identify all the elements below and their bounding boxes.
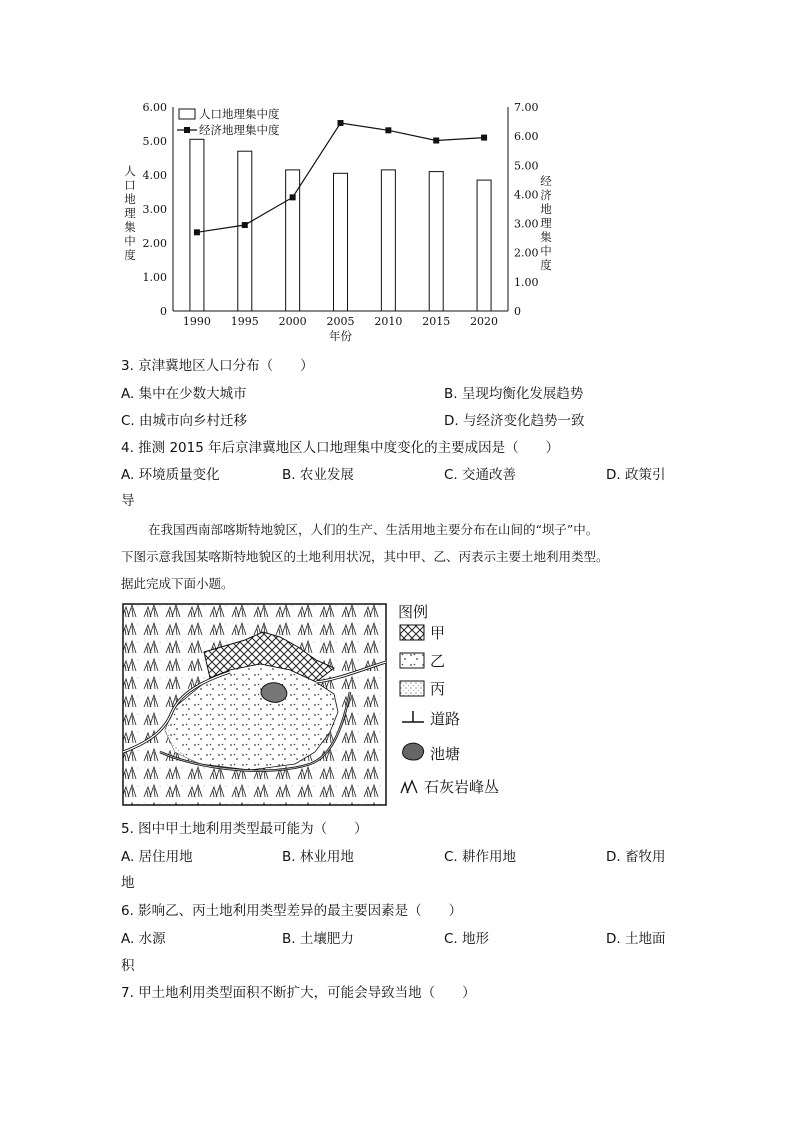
y-left-axis-label-char: 理: [124, 206, 136, 220]
y-left-axis-label-char: 集: [124, 220, 136, 234]
legend-swatch-yi: [400, 653, 424, 668]
q3-stem: 3. 京津冀地区人口分布（ ）: [121, 358, 314, 374]
passage-line-1: 在我国西南部喀斯特地貌区，人们的生产、生活用地主要分布在山间的“坝子”中。: [148, 522, 599, 537]
y-right-axis-label-char: 中: [540, 244, 552, 258]
q5-option-c[interactable]: C. 耕作用地: [444, 849, 517, 865]
q5-option-a[interactable]: A. 居住用地: [121, 849, 193, 865]
x-tick-label: 2005: [326, 315, 355, 328]
pond: [261, 683, 287, 703]
x-axis-label: 年份: [329, 329, 352, 343]
map-legend: [398, 603, 499, 796]
y-left-axis-label-char: 人: [124, 164, 136, 178]
point-economy-1990: [194, 229, 200, 235]
legend-label-pond: 池塘: [430, 745, 461, 763]
q3-option-a[interactable]: A. 集中在少数大城市: [121, 386, 247, 402]
x-tick-label: 2010: [374, 315, 403, 328]
y-right-axis-label-char: 济: [540, 188, 552, 202]
q4-option-d-continued: 导: [121, 493, 135, 509]
passage-line-2: 下图示意我国某喀斯特地貌区的土地利用状况，其中甲、乙、丙表示主要土地利用类型。: [121, 549, 609, 564]
point-economy-1995: [242, 222, 248, 228]
bar-population-2000: [286, 170, 300, 311]
q6-option-d-continued: 积: [121, 958, 135, 974]
q6-option-a[interactable]: A. 水源: [121, 931, 166, 947]
q6-option-b[interactable]: B. 土壤肥力: [282, 931, 354, 947]
bar-population-1995: [238, 151, 252, 311]
y-left-axis-label-char: 地: [124, 192, 136, 206]
passage-line-3: 据此完成下面小题。: [121, 576, 234, 591]
q3-option-c[interactable]: C. 由城市向乡村迁移: [121, 413, 248, 429]
q4-option-a[interactable]: A. 环境质量变化: [121, 467, 220, 483]
legend-line-label: 经济地理集中度: [199, 123, 280, 137]
point-economy-2000: [290, 194, 296, 200]
legend-label-peak: 石灰岩峰丛: [424, 778, 500, 796]
bar-population-2005: [334, 173, 348, 311]
q4-option-b[interactable]: B. 农业发展: [282, 467, 354, 483]
y-right-tick-label: 3.00: [514, 217, 539, 231]
y-right-axis-label-char: 经: [540, 174, 552, 188]
x-tick-label: 2020: [470, 315, 499, 328]
legend-bar-swatch: [179, 109, 195, 119]
legend-label-road: 道路: [430, 710, 461, 728]
point-economy-2020: [481, 135, 487, 141]
q6-option-c[interactable]: C. 地形: [444, 931, 490, 947]
bar-population-1990: [190, 139, 204, 311]
y-left-tick-label: 2.00: [142, 237, 167, 250]
point-economy-2005: [338, 120, 344, 126]
y-right-tick-label: 6.00: [514, 130, 539, 144]
y-left-tick-label: 3.00: [142, 203, 167, 216]
legend-road-icon: [402, 711, 424, 722]
q7-stem: 7. 甲土地利用类型面积不断扩大，可能会导致当地（ ）: [121, 985, 476, 1001]
y-right-tick-label: 2.00: [514, 246, 539, 260]
q5-option-d[interactable]: D. 畜牧用: [606, 849, 666, 865]
q3-option-d[interactable]: D. 与经济变化趋势一致: [444, 413, 585, 429]
legend-label-yi: 乙: [430, 652, 446, 670]
y-right-axis-label-char: 集: [540, 230, 552, 244]
bar-population-2015: [429, 172, 443, 311]
legend-bar-label: 人口地理集中度: [199, 107, 280, 121]
y-right-tick-label: 0: [514, 305, 521, 318]
q5-option-d-continued: 地: [121, 875, 135, 891]
y-left-tick-label: 0: [160, 305, 167, 318]
y-left-tick-label: 1.00: [142, 271, 167, 284]
y-right-tick-label: 1.00: [514, 275, 539, 289]
y-right-axis-label-char: 度: [540, 258, 552, 272]
y-right-tick-label: 4.00: [514, 188, 539, 202]
y-left-tick-label: 4.00: [142, 169, 167, 182]
legend-label-bing: 丙: [430, 680, 446, 698]
x-tick-label: 1990: [182, 315, 211, 328]
point-economy-2010: [385, 127, 391, 133]
y-right-tick-label: 7.00: [514, 101, 539, 114]
legend-swatch-bing: [400, 681, 424, 696]
bar-population-2010: [381, 170, 395, 311]
legend-line-marker: [184, 127, 190, 133]
y-left-axis-label-char: 度: [124, 248, 136, 262]
population-economy-chart: [110, 95, 570, 355]
q3-option-b[interactable]: B. 呈现均衡化发展趋势: [444, 386, 584, 402]
y-right-axis-label-char: 理: [540, 216, 552, 230]
x-tick-label: 2015: [422, 315, 451, 328]
y-right-axis-label-char: 地: [540, 202, 552, 216]
karst-land-use-map: [120, 602, 540, 807]
y-right-tick-label: 5.00: [514, 159, 539, 173]
point-economy-2015: [433, 138, 439, 144]
q5-stem: 5. 图中甲土地利用类型最可能为（ ）: [121, 821, 368, 837]
y-left-tick-label: 6.00: [142, 101, 167, 114]
q4-option-c[interactable]: C. 交通改善: [444, 467, 517, 483]
x-tick-label: 1995: [230, 315, 259, 328]
bar-population-2020: [477, 180, 491, 311]
y-left-axis-label-char: 中: [124, 234, 136, 248]
legend-peak-icon: [401, 781, 417, 793]
y-left-tick-label: 5.00: [142, 135, 167, 148]
q4-stem: 4. 推测 2015 年后京津冀地区人口地理集中度变化的主要成因是（ ）: [121, 440, 560, 456]
legend-label-jia: 甲: [430, 624, 446, 642]
y-left-axis-label-char: 口: [124, 178, 136, 192]
legend-pond-icon: [403, 743, 424, 760]
x-tick-label: 2000: [278, 315, 307, 328]
q4-option-d[interactable]: D. 政策引: [606, 467, 666, 483]
q5-option-b[interactable]: B. 林业用地: [282, 849, 354, 865]
q6-stem: 6. 影响乙、丙土地利用类型差异的最主要因素是（ ）: [121, 903, 463, 919]
map-legend-title: 图例: [398, 603, 429, 621]
q6-option-d[interactable]: D. 土地面: [606, 931, 666, 947]
legend-swatch-jia: [400, 625, 424, 640]
